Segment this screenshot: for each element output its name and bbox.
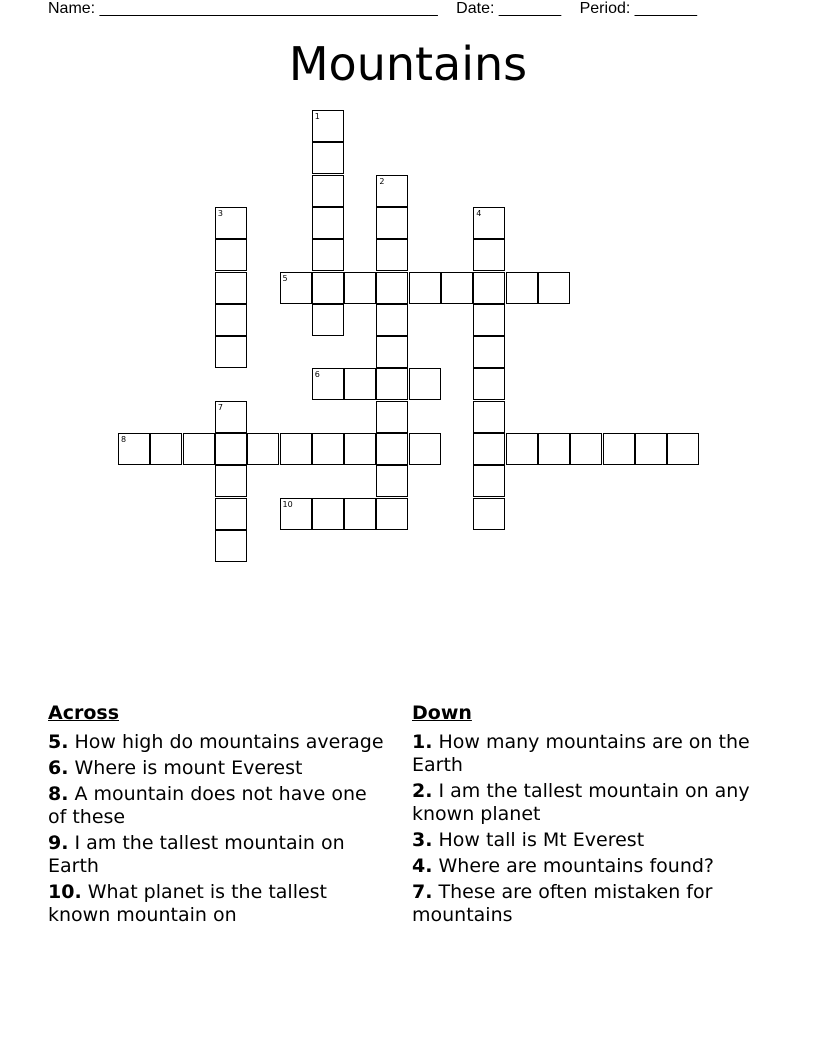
grid-cell[interactable] (280, 433, 312, 465)
grid-cell[interactable] (312, 272, 344, 304)
grid-cell[interactable] (376, 272, 408, 304)
grid-cell[interactable] (473, 368, 505, 400)
grid-cell[interactable] (506, 272, 538, 304)
grid-cell[interactable] (215, 465, 247, 497)
grid-cell[interactable] (441, 272, 473, 304)
grid-cell[interactable] (538, 272, 570, 304)
grid-cell[interactable] (215, 336, 247, 368)
date-field[interactable]: Date: _______ (456, 0, 562, 17)
grid-cell[interactable] (215, 207, 247, 239)
grid-cell[interactable] (376, 207, 408, 239)
grid-cell[interactable] (215, 272, 247, 304)
clue-number: 10 (282, 499, 293, 509)
grid-cell[interactable] (376, 498, 408, 530)
name-field[interactable]: Name: ______________________________________ (48, 0, 438, 17)
clue-number: 3 (217, 208, 223, 218)
clue-number: 4 (476, 208, 482, 218)
grid-cell[interactable] (312, 175, 344, 207)
grid-cell[interactable] (473, 207, 505, 239)
grid-cell[interactable] (215, 530, 247, 562)
across-heading: Across (48, 702, 120, 724)
grid-cell[interactable] (473, 498, 505, 530)
grid-cell[interactable] (215, 304, 247, 336)
grid-cell[interactable] (376, 239, 408, 271)
grid-cell[interactable] (280, 272, 312, 304)
grid-cell[interactable] (376, 433, 408, 465)
page-title: Mountains (288, 37, 528, 91)
grid-cell[interactable] (150, 433, 182, 465)
clue-down-4: 4. Where are mountains found? (412, 855, 715, 877)
clue-number: 6 (314, 370, 320, 380)
grid-cell[interactable] (280, 498, 312, 530)
grid-cell[interactable] (409, 272, 441, 304)
grid-cell[interactable] (376, 304, 408, 336)
grid-cell[interactable] (312, 110, 344, 142)
grid-cell[interactable] (376, 465, 408, 497)
grid-cell[interactable] (312, 304, 344, 336)
clue-down-3: 3. How tall is Mt Everest (412, 829, 645, 851)
grid-cell[interactable] (473, 401, 505, 433)
clue-down-7: 7. These are often mistaken for mountains (412, 881, 713, 926)
grid-cell[interactable] (473, 465, 505, 497)
grid-cell[interactable] (409, 433, 441, 465)
grid-cell[interactable] (344, 272, 376, 304)
grid-cell[interactable] (667, 433, 699, 465)
down-heading: Down (412, 702, 472, 724)
clue-across-8: 8. A mountain does not have one of these (48, 783, 367, 828)
clue-number: 7 (217, 402, 223, 412)
clue-across-5: 5. How high do mountains average (48, 731, 384, 753)
across-clues (48, 702, 388, 930)
grid-cell[interactable] (635, 433, 667, 465)
clue-across-6: 6. Where is mount Everest (48, 757, 303, 779)
grid-cell[interactable] (215, 239, 247, 271)
grid-cell[interactable] (118, 433, 150, 465)
grid-cell[interactable] (215, 433, 247, 465)
clue-down-2: 2. I am the tallest mountain on any known planet (412, 780, 750, 825)
grid-cell[interactable] (538, 433, 570, 465)
clue-across-9: 9. I am the tallest mountain on Earth (48, 832, 345, 877)
grid-cell[interactable] (344, 433, 376, 465)
grid-cell[interactable] (247, 433, 279, 465)
clue-number: 1 (314, 112, 320, 121)
grid-cell[interactable] (473, 433, 505, 465)
grid-cell[interactable] (409, 368, 441, 400)
grid-cell[interactable] (473, 239, 505, 271)
period-field[interactable]: Period: _______ (579, 0, 698, 17)
grid-cell[interactable] (376, 401, 408, 433)
grid-cell[interactable] (183, 433, 215, 465)
grid-cell[interactable] (376, 368, 408, 400)
grid-cell[interactable] (570, 433, 602, 465)
grid-cell[interactable] (376, 336, 408, 368)
grid-cell[interactable] (376, 175, 408, 207)
grid-cell[interactable] (473, 304, 505, 336)
grid-cell[interactable] (473, 336, 505, 368)
grid-cell[interactable] (215, 498, 247, 530)
down-clues (412, 702, 762, 930)
grid-cell[interactable] (312, 433, 344, 465)
grid-cell[interactable] (312, 207, 344, 239)
grid-cell[interactable] (344, 368, 376, 400)
clue-down-1: 1. How many mountains are on the Earth (412, 731, 750, 776)
grid-cell[interactable] (506, 433, 538, 465)
clue-number: 8 (121, 435, 127, 444)
clue-across-10: 10. What planet is the tallest known mountain on (48, 881, 328, 926)
grid-cell[interactable] (312, 239, 344, 271)
grid-cell[interactable] (603, 433, 635, 465)
grid-cell[interactable] (312, 142, 344, 174)
grid-cell[interactable] (215, 401, 247, 433)
clue-number: 5 (282, 273, 288, 283)
grid-cell[interactable] (473, 272, 505, 304)
grid-cell[interactable] (344, 498, 376, 530)
grid-cell[interactable] (312, 368, 344, 400)
clue-number: 2 (379, 176, 385, 186)
grid-cell[interactable] (312, 498, 344, 530)
